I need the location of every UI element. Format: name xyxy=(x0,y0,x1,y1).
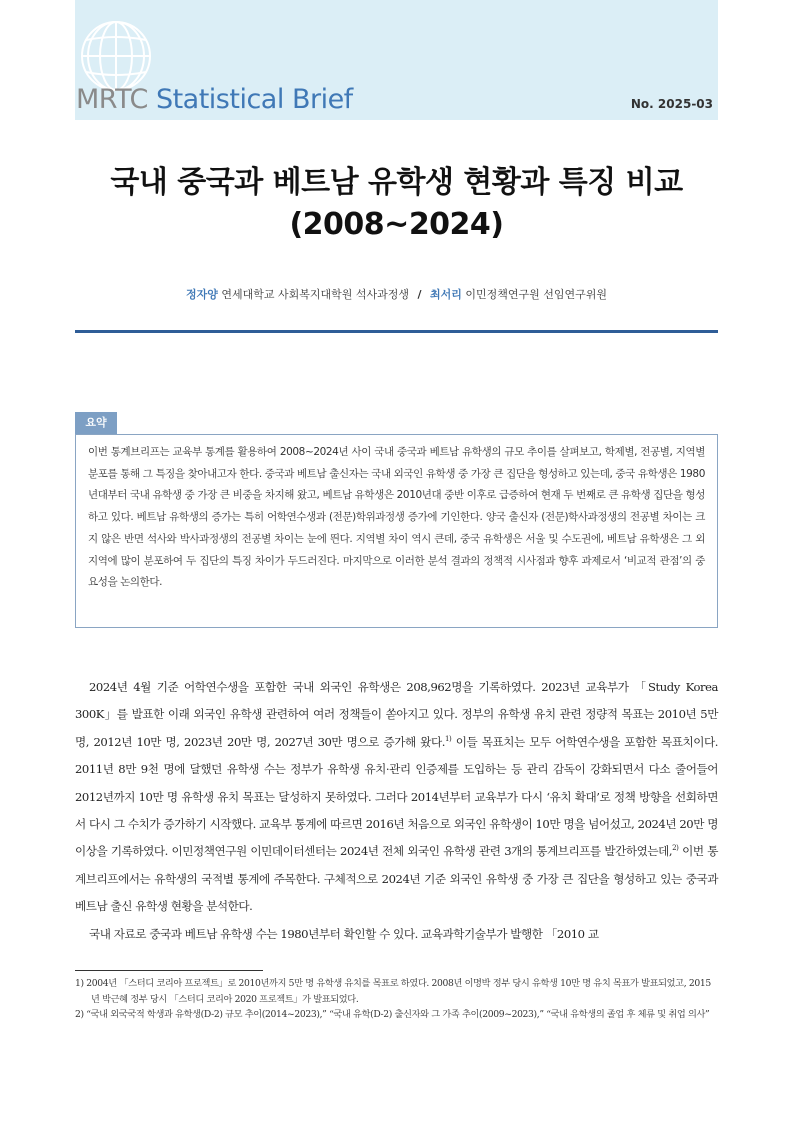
title-divider xyxy=(75,330,718,333)
summary-text: 이번 통계브리프는 교육부 통계를 활용하여 2008~2024년 사이 국내 중국과 베트남 유학생의 규모 추이를 살펴보고, 학제별, 전공별, 지역별 분포를 통해 그 특징을 찾아내고자 한다. 중국과 베트남 출신자는 국내 외국인 유학생 중 가장 큰 집단을 형성하고 있는데, 중국 유학생은 1980년대부터 국내 유학생 중 가장 큰 비중을 차지해 왔고, 베트남 유학생은 2010년대 중반 이후로 급증하여 현재 두 번째로 큰 유학생 집단을 형성하고 있다. 베트남 유학생의 증가는 특히 어학연수생과 (전문)학위과정생 증가에 기인한다. 양국 출신자 (전문)학사과정생의 전공별 차이는 크지 않은 반면 석사와 박사과정생의 전공별 차이는 눈에 띈다. 지역별 차이 역시 큰데, 중국 유학생은 서울 및 수도권에, 베트남 유학생은 그 외 지역에 많이 분포하여 두 집단의 특징 차이가 두드러진다. 마지막으로 이러한 분석 결과의 정책적 시사점과 향후 과제로서 ‘비교적 관점’의 중요성을 논의한다. xyxy=(88,446,705,589)
body-paragraph-1-part-a: 2024년 4월 기준 어학연수생을 포함한 국내 외국인 유학생은 208,962명을 기록하였다. 2023년 교육부가 「Study Korea 300K」를 발표한 이래 외국인 유학생 관련하여 여러 정책들이 쏟아지고 있다. 정부의 유학생 유치 관련 정량적 목표는 2010년 5만 명, 2012년 10만 명, 2023년 20만 명, 2027년 30만 명으로 증가해 왔다. xyxy=(75,680,718,749)
body-paragraph-1 xyxy=(75,674,718,921)
author-line xyxy=(75,286,718,302)
brand-logo xyxy=(76,84,353,115)
footnote-ref-1[interactable]: 1) xyxy=(444,734,452,743)
author-name-1: 정자양 xyxy=(185,288,218,301)
footnote-2: 2) “국내 외국국적 학생과 유학생(D-2) 규모 추이(2014~2023),” “국내 유학(D-2) 출신자와 그 가족 추이(2009~2023),” “국내 유학생의 졸업 후 체류 및 취업 의사” xyxy=(75,1009,710,1020)
brand-statistical-brief: Statistical Brief xyxy=(155,84,353,115)
title-line-1: 국내 중국과 베트남 유학생 현황과 특징 비교 xyxy=(110,165,683,200)
body-paragraph-1-part-c: 이번 통계브리프에서는 유학생의 국적별 통계에 주목한다. 구체적으로 2024년 기준 외국인 유학생 중 가장 큰 집단을 형성하고 있는 중국과 베트남 출신 유학생 현황을 분석한다. xyxy=(75,844,718,914)
summary-label: 요약 xyxy=(75,412,117,434)
body-text xyxy=(75,674,718,948)
brand-mrtc: MRTC xyxy=(76,84,148,115)
summary-box xyxy=(75,434,718,628)
author-separator: / xyxy=(417,288,422,301)
author-affiliation-1: 연세대학교 사회복지대학원 석사과정생 xyxy=(221,288,409,301)
author-affiliation-2: 이민정책연구원 선임연구위원 xyxy=(465,288,608,301)
footnote-1: 1) 2004년 「스터디 코리아 프로젝트」로 2010년까지 5만 명 유학생 유치를 목표로 하였다. 2008년 이명박 정부 당시 유학생 10만 명 유치 목표가 발표되었고, 2015년 박근혜 정부 당시 「스터디 코리아 2020 프로젝트」가 발표되었다. xyxy=(75,978,711,1005)
issue-number: No. 2025-03 xyxy=(630,97,713,111)
body-paragraph-1-part-b: 이들 목표치는 모두 어학연수생을 포함한 목표치이다. 2011년 8만 9천 명에 달했던 유학생 수는 정부가 유학생 유치·관리 인증제를 도입하는 등 관리 감독이 강화되면서 다소 줄어들어 2012년까지 10만 명 유학생 유치 목표는 달성하지 못하였다. 그러다 2014년부터 교육부가 다시 ‘유치 확대’로 정책 방향을 선회하면서 다시 그 수치가 증가하기 시작했다. 교육부 통계에 따르면 2016년 처음으로 외국인 유학생이 10만 명을 넘어섰고, 2024년 20만 명 이상을 기록하였다. 이민정책연구원 이민데이터센터는 2024년 전체 외국인 유학생 관련 3개의 통계브리프를 발간하였는데, xyxy=(75,734,719,859)
author-name-2: 최서리 xyxy=(430,288,462,301)
body-paragraph-2: 국내 자료로 중국과 베트남 유학생 수는 1980년부터 확인할 수 있다. 교육과학기술부가 발행한 「2010 교 xyxy=(89,926,599,941)
title-line-2: (2008~2024) xyxy=(289,207,504,242)
document-title xyxy=(75,162,718,246)
footnote-divider xyxy=(75,970,263,971)
footnote-ref-2[interactable]: 2) xyxy=(672,844,679,853)
footnotes xyxy=(75,976,718,1023)
